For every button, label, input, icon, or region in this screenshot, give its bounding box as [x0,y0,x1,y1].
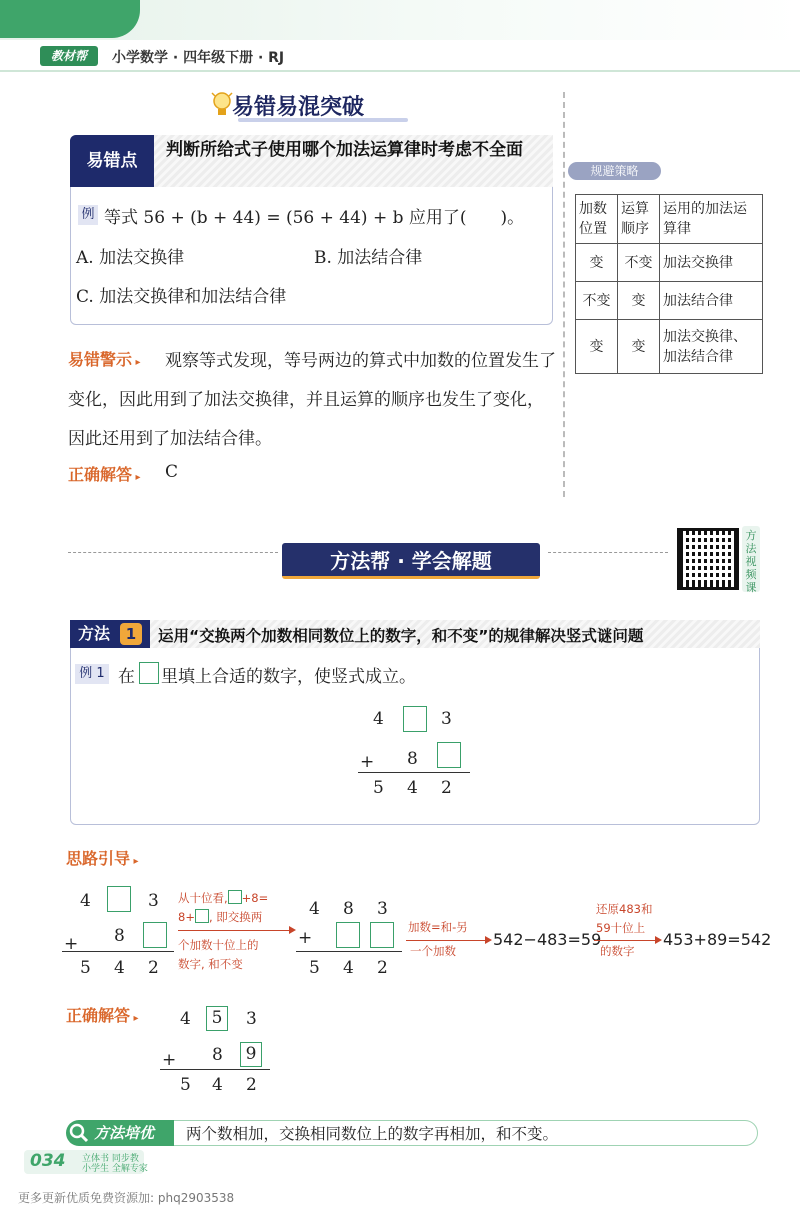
digit: 4 [180,1009,191,1029]
header-tab-decoration [0,0,140,38]
error-heading: 判断所给式子使用哪个加法运算律时考虑不全面 [166,140,523,160]
book-badge: 教材帮 [40,46,98,66]
plus-sign: + [162,1050,177,1070]
hint-note: 数字, 和不变 [178,957,243,971]
blank-box [336,922,360,948]
table-row [576,244,763,282]
table-header: 加数位置 [576,195,618,244]
table-cell: 变 [618,320,660,374]
book-title: 小学数学 · 四年级下册 · RJ [112,50,285,66]
error-tag: 易错点 [70,135,154,187]
sum-line [62,951,174,952]
magnifier-icon [68,1122,90,1144]
method-tag: 方法 [70,620,150,648]
answer-label: 正确解答 ▸ [68,465,141,484]
header-divider [0,70,800,72]
hint-note: 的数字 [600,944,635,958]
digit: 4 [373,709,384,729]
table-cell: 变 [576,244,618,282]
sum-line [358,772,470,773]
column-divider [563,92,565,497]
method-number: 1 [120,623,142,645]
digit: 4 [114,958,125,978]
qr-code-pattern [683,534,733,584]
table-cell: 加法交换律 [660,244,763,282]
strategy-title: 规避策略 [568,162,661,180]
arrow [406,940,490,941]
plus-sign: + [298,928,313,948]
video-course-tag[interactable]: 方法视频课 [742,526,760,592]
calc-step: 542−483=59 [493,930,602,949]
hint-note: 还原483和 [596,902,653,916]
filled-box: 5 [206,1006,228,1031]
strategy-table [575,194,763,374]
lightbulb-icon [210,90,234,120]
table-cell: 不变 [576,282,618,320]
table-cell: 变 [618,282,660,320]
page-number: 034 [30,1151,66,1171]
growth-tag: 方法培优 [66,1120,174,1146]
hint-note: 个加数十位上的 [178,938,259,952]
arrow [594,940,660,941]
digit: 5 [373,778,384,798]
option-c: C. 加法交换律和加法结合律 [76,287,287,307]
example-tag: 例 1 [75,664,109,684]
example-text: 在 里填上合适的数字，使竖式成立。 [118,667,416,687]
hint-note: 从十位看, +8= [178,891,269,905]
digit: 5 [80,958,91,978]
blank-box [370,922,394,948]
blank-box [143,922,167,948]
digit: 8 [212,1045,223,1065]
sum-line [160,1069,270,1070]
digit: 4 [343,958,354,978]
blank-box[interactable] [437,742,461,768]
dashed-divider [548,552,668,553]
digit: 5 [309,958,320,978]
table-cell: 变 [576,320,618,374]
table-row [576,320,763,374]
digit: 3 [441,709,452,729]
table-header-row [576,195,763,244]
question-text: 等式 56 + (b + 44) = (56 + 44) + b 应用了( )。 [104,208,525,228]
dashed-divider [68,552,278,553]
option-b: B. 加法结合律 [314,248,423,268]
option-a: A. 加法交换律 [76,248,185,268]
digit: 3 [246,1009,257,1029]
hint-note: 一个加数 [410,944,456,958]
growth-text: 两个数相加，交换相同数位上的数字再相加，和不变。 [186,1125,559,1143]
warning-text: 观察等式发现，等号两边的算式中加数的位置发生了变化，因此用到了加法交换律，并且运算的顺序也发生了变化，因此还用到了加法结合律。 [68,351,556,449]
hint-note: 加数=和-另 [408,920,468,934]
digit: 8 [114,926,125,946]
section2-title: 方法帮 · 学会解题 [282,543,540,579]
digit: 2 [246,1075,257,1095]
plus-sign: + [360,752,375,772]
calc-result: 453+89=542 [663,930,772,949]
example-tag: 例 [78,205,98,225]
sum-line [296,951,402,952]
digit: 4 [407,778,418,798]
table-cell: 加法交换律、加法结合律 [660,320,763,374]
blank-box [107,886,131,912]
hint-label: 思路引导 ▸ [66,849,139,868]
digit: 3 [377,899,388,919]
footer-watermark: 更多更新优质免费资源加: phq2903538 [18,1191,235,1205]
warning-label: 易错警示 ▸ [68,347,145,370]
page-sub-label: 立体书 同步教 小学生 全解专家 [82,1154,148,1174]
method-title: 运用“交换两个加数相同数位上的数字，和不变”的规律解决竖式谜问题 [158,627,644,645]
hint-note: 8+ , 即交换两 [178,910,263,924]
arrow [178,930,294,931]
table-header: 运算顺序 [618,195,660,244]
digit: 2 [148,958,159,978]
answer-label: 正确解答 ▸ [66,1006,139,1025]
hint-note: 59十位上 [596,921,646,935]
table-cell: 不变 [618,244,660,282]
filled-box: 9 [240,1042,262,1067]
digit: 4 [212,1075,223,1095]
plus-sign: + [64,934,79,954]
table-header: 运用的加法运算律 [660,195,763,244]
digit: 2 [377,958,388,978]
answer-value: C [165,462,179,482]
digit: 4 [309,899,320,919]
digit: 4 [80,891,91,911]
digit: 5 [180,1075,191,1095]
section-title: 易错易混突破 [232,95,365,120]
digit: 2 [441,778,452,798]
digit: 8 [407,749,418,769]
blank-box[interactable] [403,706,427,732]
table-cell: 加法结合律 [660,282,763,320]
digit: 3 [148,891,159,911]
blank-box [139,662,159,684]
digit: 8 [343,899,354,919]
table-row [576,282,763,320]
